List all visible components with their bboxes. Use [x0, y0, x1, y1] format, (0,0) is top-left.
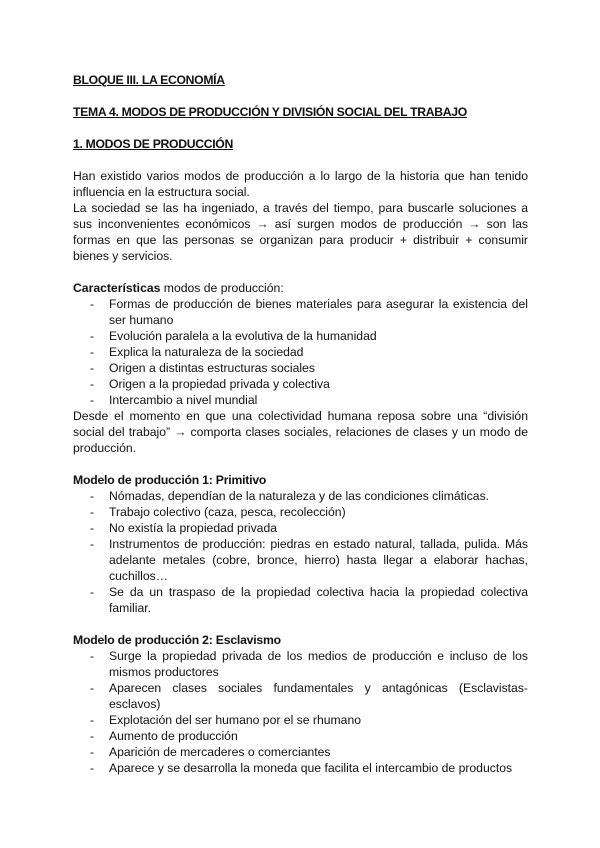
modelo-2-section — [73, 632, 528, 776]
bullet-dash: - — [90, 585, 95, 599]
list-item — [73, 712, 528, 728]
bullet-dash: - — [90, 649, 95, 663]
bullet-dash: - — [90, 345, 95, 359]
list-item — [73, 680, 528, 712]
list-item — [73, 520, 528, 536]
list-item — [73, 328, 528, 344]
list-item-text: Aumento de producción — [109, 729, 238, 743]
list-item — [73, 488, 528, 504]
heading-section-1: 1. MODOS DE PRODUCCIÓN — [73, 137, 233, 151]
modelo-1-list — [73, 488, 528, 616]
list-item-text: Intercambio a nivel mundial — [109, 393, 258, 407]
list-item — [73, 648, 528, 680]
list-item — [73, 584, 528, 616]
caracteristicas-closing: Desde el momento en que una colectividad humana reposa sobre una “división social del trabajo” → comporta clases sociales, relaciones de clases y un modo de producción. — [73, 409, 528, 455]
list-item — [73, 536, 528, 584]
list-item — [73, 344, 528, 360]
list-item — [73, 360, 528, 376]
modelo-1-section — [73, 472, 528, 616]
list-item-text: Instrumentos de producción: piedras en estado natural, tallada, pulida. Más adelante metales (cobre, bronce, hierro) hasta llegar a elaborar hachas, cuchillos… — [109, 537, 528, 583]
list-item — [73, 760, 528, 776]
intro-paragraph-2: La sociedad se las ha ingeniado, a través del tiempo, para buscarle soluciones a sus inconvenientes económicos → así surgen modos de producción → son las formas en que las personas se organizan para producir + distribuir + consumir bienes y servicios. — [73, 201, 528, 263]
list-item-text: Aparece y se desarrolla la moneda que facilita el intercambio de productos — [109, 761, 513, 775]
intro-paragraph-1: Han existido varios modos de producción a lo largo de la historia que han tenido influencia en la estructura social. — [73, 169, 528, 199]
heading-tema: TEMA 4. MODOS DE PRODUCCIÓN Y DIVISIÓN SOCIAL DEL TRABAJO — [73, 105, 467, 119]
heading-bloque: BLOQUE III. LA ECONOMÍA — [73, 73, 225, 87]
list-item — [73, 728, 528, 744]
caracteristicas-section — [73, 280, 528, 456]
list-item — [73, 744, 528, 760]
intro-section — [73, 168, 528, 264]
caracteristicas-title-bold: Características — [73, 281, 161, 295]
list-item — [73, 376, 528, 392]
caracteristicas-list — [73, 296, 528, 408]
list-item-text: Surge la propiedad privada de los medios de producción e incluso de los mismos productores — [109, 649, 528, 679]
bullet-dash: - — [90, 521, 95, 535]
modelo-2-title: Modelo de producción 2: Esclavismo — [73, 633, 281, 647]
list-item-text: Aparición de mercaderes o comerciantes — [109, 745, 331, 759]
list-item-text: Origen a distintas estructuras sociales — [109, 361, 315, 375]
bullet-dash: - — [90, 329, 95, 343]
bullet-dash: - — [90, 393, 95, 407]
modelo-2-list — [73, 648, 528, 776]
list-item-text: Explica la naturaleza de la sociedad — [109, 345, 304, 359]
list-item-text: Aparecen clases sociales fundamentales y antagónicas (Esclavistas-esclavos) — [109, 681, 528, 711]
bullet-dash: - — [90, 377, 95, 391]
list-item — [73, 504, 528, 520]
caracteristicas-title-rest: modos de producción: — [160, 281, 284, 295]
list-item-text: Origen a la propiedad privada y colectiva — [109, 377, 330, 391]
list-item-text: Explotación del ser humano por el se rhumano — [109, 713, 362, 727]
bullet-dash: - — [90, 297, 95, 311]
caracteristicas-title — [73, 280, 528, 296]
list-item — [73, 392, 528, 408]
bullet-dash: - — [90, 489, 95, 503]
bullet-dash: - — [90, 713, 95, 727]
list-item-text: Formas de producción de bienes materiales para asegurar la existencia del ser humano — [109, 297, 528, 327]
list-item-text: Nómadas, dependían de la naturaleza y de las condiciones climáticas. — [109, 489, 490, 503]
list-item — [73, 296, 528, 328]
list-item-text: No existía la propiedad privada — [109, 521, 278, 535]
list-item-text: Trabajo colectivo (caza, pesca, recolección) — [109, 505, 346, 519]
bullet-dash: - — [90, 505, 95, 519]
bullet-dash: - — [90, 537, 95, 551]
bullet-dash: - — [90, 729, 95, 743]
bullet-dash: - — [90, 681, 95, 695]
list-item-text: Se da un traspaso de la propiedad colectiva hacia la propiedad colectiva familiar. — [109, 585, 528, 615]
bullet-dash: - — [90, 361, 95, 375]
bullet-dash: - — [90, 745, 95, 759]
modelo-1-title: Modelo de producción 1: Primitivo — [73, 473, 267, 487]
list-item-text: Evolución paralela a la evolutiva de la humanidad — [109, 329, 377, 343]
bullet-dash: - — [90, 761, 95, 775]
